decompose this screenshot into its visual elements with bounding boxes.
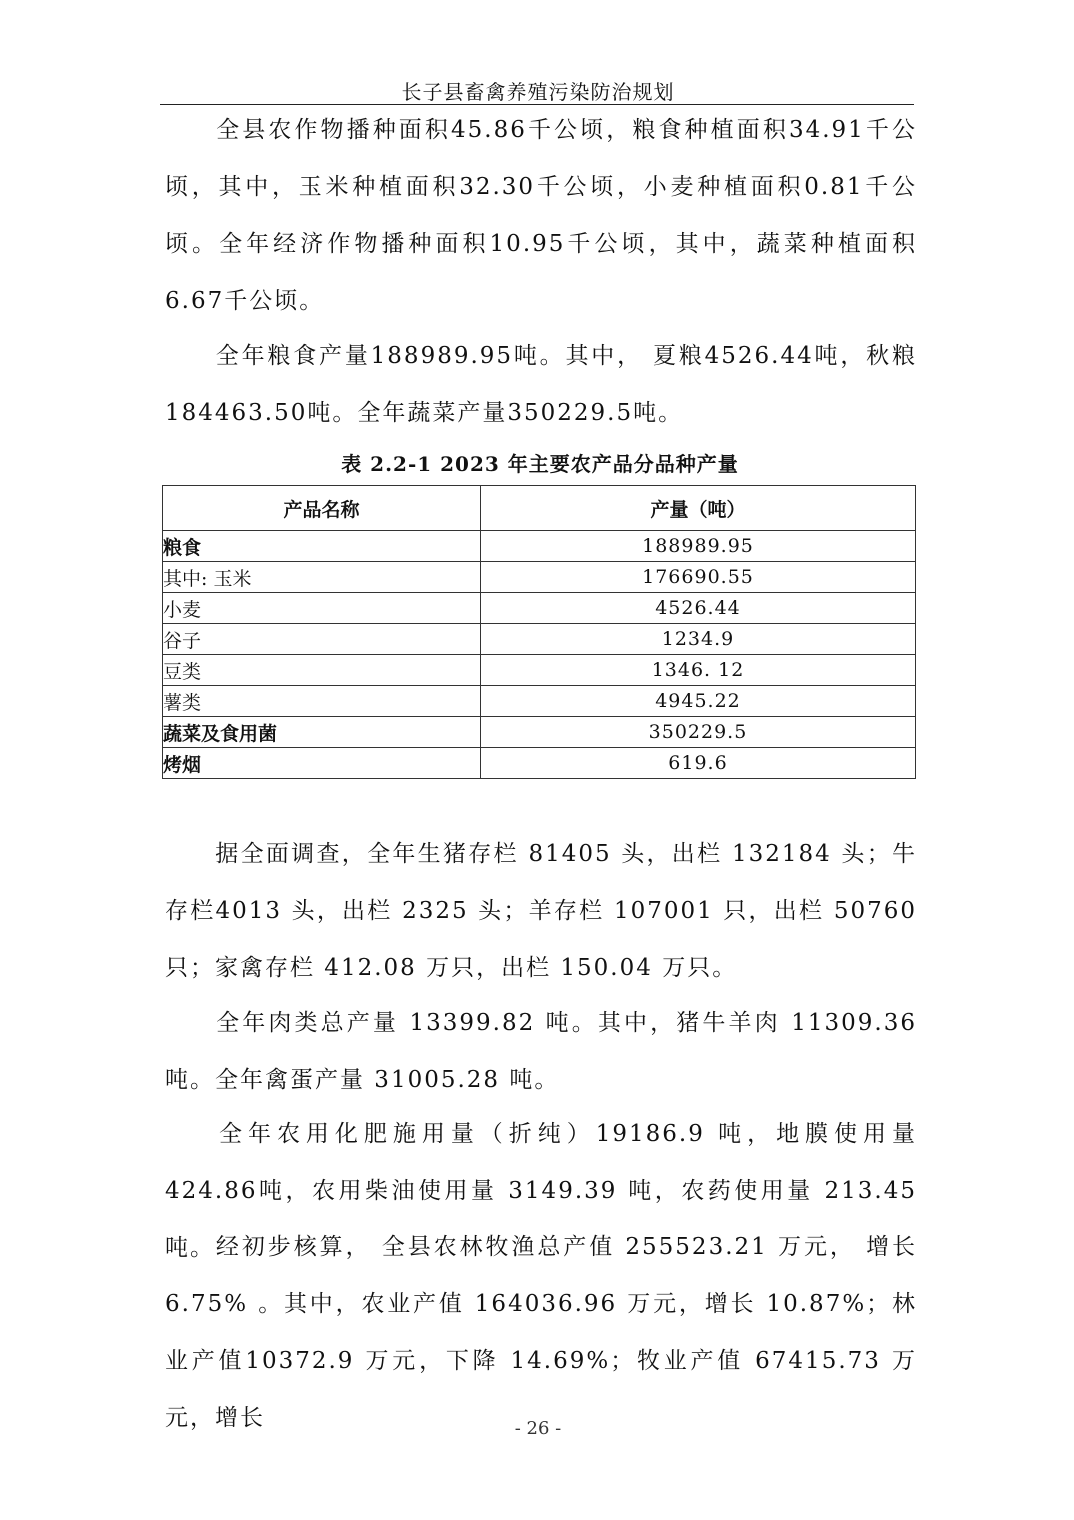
row-name: 其中: 玉米 — [163, 562, 481, 593]
table-row — [163, 717, 916, 748]
paragraph-livestock-text: 据全面调查，全年生猪存栏 81405 头，出栏 132184 头；牛存栏4013 头，出栏 2325 头；羊存栏 107001 只，出栏 50760 只；家禽存栏 412.08 万只，出栏 150.04 万只。 — [165, 841, 917, 981]
table-row — [163, 562, 916, 593]
crop-output-table — [162, 485, 916, 779]
row-name: 蔬菜及食用菌 — [163, 717, 481, 748]
paragraph-meat-output — [165, 995, 917, 1109]
table-row — [163, 593, 916, 624]
table-row — [163, 686, 916, 717]
row-name: 薯类 — [163, 686, 481, 717]
row-value: 188989.95 — [481, 531, 916, 562]
paragraph-crop-area — [165, 102, 917, 330]
row-value: 1234.9 — [481, 624, 916, 655]
paragraph-fertilizer-text: 全年农用化肥施用量（折纯）19186.9 吨，地膜使用量424.86吨，农用柴油使用量 3149.39 吨，农药使用量 213.45 吨。 — [165, 1121, 917, 1261]
paragraph-grain-output — [165, 328, 917, 442]
table-row — [163, 655, 916, 686]
table-caption: 表 2.2-1 2023 年主要农产品分品种产量 — [341, 452, 739, 476]
row-value: 176690.55 — [481, 562, 916, 593]
paragraph-crop-area-text: 全县农作物播种面积45.86千公顷，粮食种植面积34.91千公顷，其中，玉米种植面积32.30千公顷，小麦种植面积0.81千公顷。全年经济作物播种面积10.95千公顷，其中，蔬菜种植面积6.67千公顷。 — [165, 117, 917, 314]
paragraph-output-value-text: 经初步核算， 全县农林牧渔总产值 255523.21 万元， 增长6.75% 。其中，农业产值 164036.96 万元，增长 10.87%；林业产值10372.9 万元，下降 14.69%；牧业产值 67415.73 万元，增长 — [165, 1234, 917, 1431]
table-row — [163, 748, 916, 779]
row-value: 4945.22 — [481, 686, 916, 717]
table-row — [163, 624, 916, 655]
page-header-title: 长子县畜禽养殖污染防治规划 — [401, 80, 675, 104]
column-header-product-name: 产品名称 — [163, 486, 481, 531]
row-name: 小麦 — [163, 593, 481, 624]
row-value: 4526.44 — [481, 593, 916, 624]
row-name: 粮食 — [163, 531, 481, 562]
paragraph-livestock — [165, 826, 917, 997]
row-name: 谷子 — [163, 624, 481, 655]
row-name: 豆类 — [163, 655, 481, 686]
row-name: 烤烟 — [163, 748, 481, 779]
row-value: 350229.5 — [481, 717, 916, 748]
paragraph-grain-output-text: 全年粮食产量188989.95吨。其中， 夏粮4526.44吨，秋粮184463.50吨。全年蔬菜产量350229.5吨。 — [165, 343, 917, 426]
table-header-row — [163, 486, 916, 531]
page-number: - 26 - — [514, 1418, 562, 1439]
table-row — [163, 531, 916, 562]
row-value: 619.6 — [481, 748, 916, 779]
row-value: 1346. 12 — [481, 655, 916, 686]
paragraph-meat-output-text: 全年肉类总产量 13399.82 吨。其中，猪牛羊肉 11309.36 吨。全年禽蛋产量 31005.28 吨。 — [165, 1010, 917, 1093]
column-header-output: 产量（吨） — [481, 486, 916, 531]
paragraph-output-value — [165, 1219, 917, 1447]
